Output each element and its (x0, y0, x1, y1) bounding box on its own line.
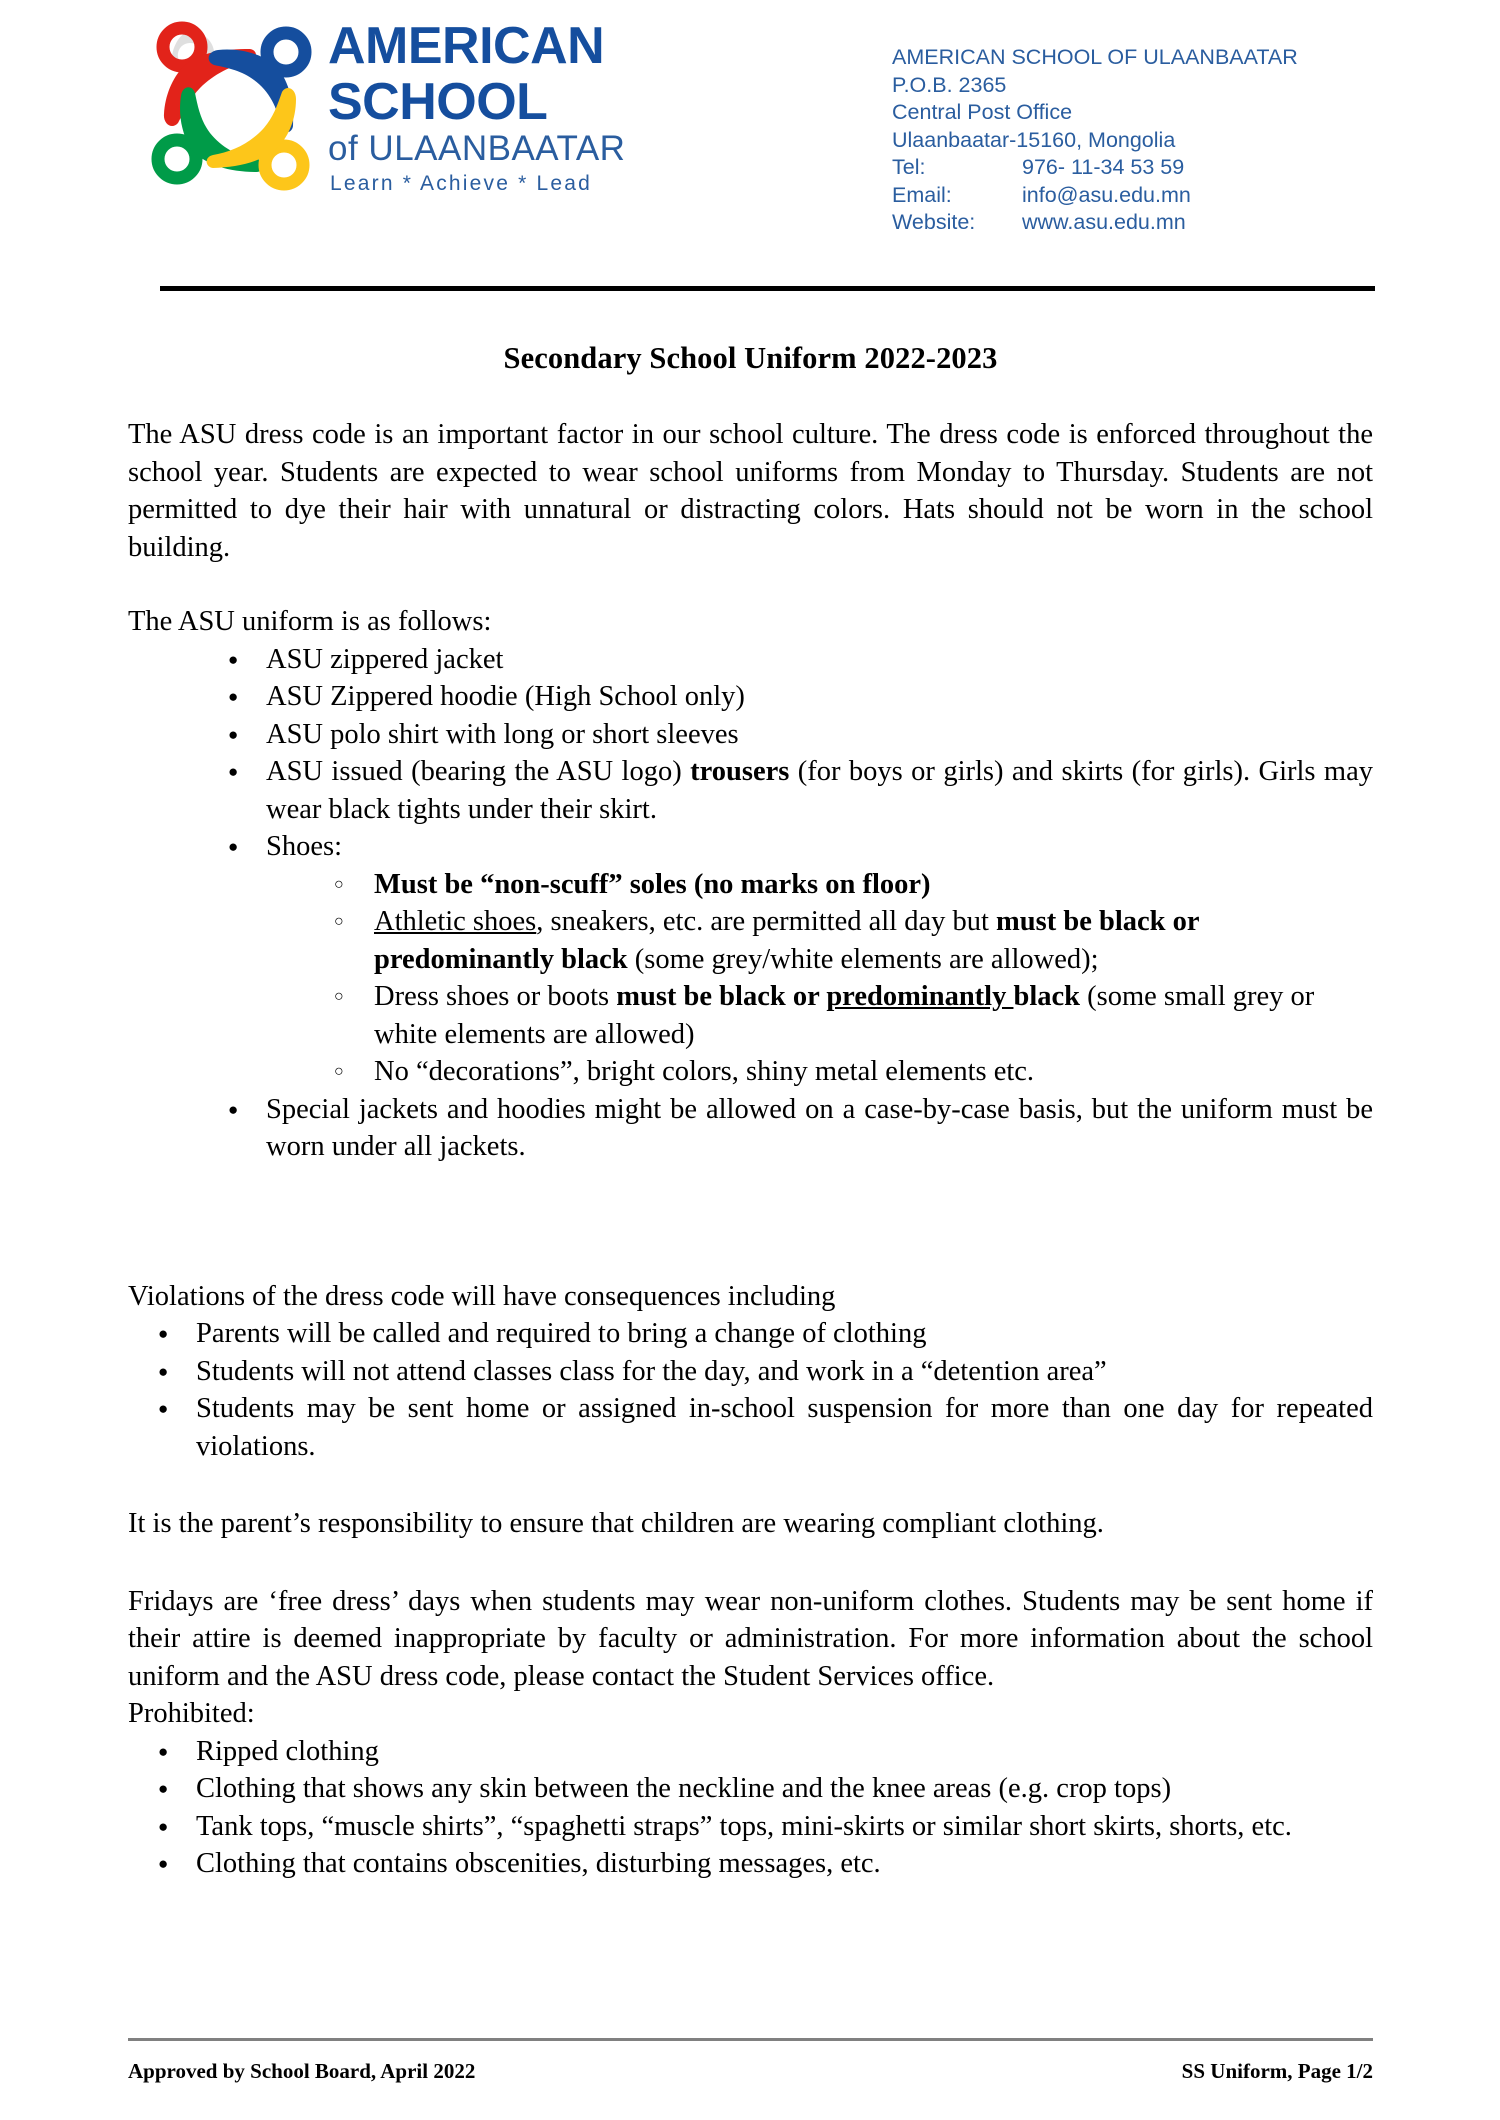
list-item (334, 866, 1373, 904)
contact-website-value[interactable]: www.asu.edu.mn (1022, 210, 1186, 234)
logo-line-american: AMERICAN (328, 17, 605, 75)
contact-website-label: Website: (892, 210, 976, 234)
uniform-heading: The ASU uniform is as follows: (128, 606, 492, 637)
contact-tel-value: 976- 11-34 53 59 (1022, 155, 1185, 179)
list-item (158, 1390, 1373, 1465)
shoes-dress-bold-underline: predominantly (826, 981, 1014, 1012)
contact-info-block (892, 44, 1298, 237)
violation-sent-home: Students may be sent home or assigned in-school suspension for more than one day for repeated violations. (196, 1393, 1373, 1462)
shoes-athletic-pre: , sneakers, etc. are permitted all day but (536, 906, 997, 937)
uniform-item-trousers-bold: trousers (690, 756, 790, 787)
list-item (228, 678, 1373, 716)
friday-free-dress-paragraph: Fridays are ‘free dress’ days when students may wear non-uniform clothes. Students may be sent home if their attire is deemed inappropriate by faculty or administration. For more information about the school uniform and the ASU dress code, please contact the Student Services office. (128, 1585, 1373, 1692)
spacer (128, 1166, 1373, 1278)
list-item (334, 978, 1373, 1053)
parent-responsibility-paragraph: It is the parent’s responsibility to ensure that children are wearing compliant clothing. (128, 1508, 1104, 1539)
prohibited-tank-tops: Tank tops, “muscle shirts”, “spaghetti straps” tops, mini-skirts or similar short skirts, shorts, etc. (196, 1810, 1292, 1842)
uniform-item-hoodie: ASU Zippered hoodie (High School only) (266, 681, 745, 712)
list-item (158, 1733, 1373, 1771)
uniform-list (128, 641, 1373, 1166)
shoes-dress-pre: Dress shoes or boots (374, 981, 617, 1012)
contact-tel-row (892, 154, 1298, 182)
logo-wordmark (328, 17, 698, 196)
document-footer (128, 2058, 1373, 2084)
contact-post-office: Central Post Office (892, 100, 1073, 124)
contact-tel-label: Tel: (892, 155, 926, 179)
prohibited-skin-showing: Clothing that shows any skin between the neckline and the knee areas (e.g. crop tops) (196, 1773, 1172, 1804)
contact-pob: P.O.B. 2365 (892, 72, 1007, 97)
list-item (158, 1845, 1373, 1883)
violations-heading: Violations of the dress code will have consequences including (128, 1280, 836, 1312)
uniform-item-jacket: ASU zippered jacket (266, 643, 504, 675)
shoes-athletic-underlined: Athletic shoes (374, 906, 537, 937)
footer-divider (128, 2038, 1373, 2041)
list-item (334, 1053, 1373, 1091)
list-item (228, 716, 1373, 754)
prohibited-obscenities: Clothing that contains obscenities, disturbing messages, etc. (196, 1848, 881, 1879)
contact-email-label: Email: (892, 182, 952, 207)
shoes-dress-bold2: black (1013, 981, 1080, 1012)
header-divider (160, 286, 1375, 291)
shoes-non-scuff: Must be “non-scuff” soles (no marks on floor) (374, 868, 931, 900)
school-logo-block (138, 14, 698, 209)
shoes-dress-post: (some small grey or white elements are allowed) (374, 981, 1315, 1050)
list-item (228, 1091, 1373, 1166)
list-item (334, 903, 1373, 978)
list-item (158, 1808, 1373, 1846)
document-body (128, 340, 1373, 1883)
shoes-athletic-bold: must be black or predominantly black (374, 906, 1199, 975)
prohibited-heading: Prohibited: (128, 1698, 255, 1729)
logo-line-of-ulaanbaatar: of ULAANBAATAR (328, 129, 626, 168)
spacer (128, 566, 1373, 603)
asu-logo-icon (138, 18, 323, 198)
list-item (228, 641, 1373, 679)
contact-email-value[interactable]: info@asu.edu.mn (1022, 182, 1191, 207)
contact-city: Ulaanbaatar-15160, Mongolia (892, 127, 1176, 152)
list-item (158, 1353, 1373, 1391)
list-item (228, 828, 1373, 1091)
list-item (228, 753, 1373, 828)
shoes-athletic-post: (some grey/white elements are allowed); (627, 943, 1099, 975)
contact-school-name: AMERICAN SCHOOL OF ULAANBAATAR (892, 45, 1298, 69)
uniform-item-polo: ASU polo shirt with long or short sleeves (266, 718, 739, 750)
shoes-sublist (266, 866, 1373, 1091)
spacer (128, 1465, 1373, 1505)
shoes-no-decorations: No “decorations”, bright colors, shiny metal elements etc. (374, 1056, 1035, 1087)
intro-paragraph: The ASU dress code is an important factor in our school culture. The dress code is enforced throughout the school year. Students are expected to wear school uniforms from Monday to Thursday. Students are not permitted to dye their hair with unnatural or distracting colors. Hats should not be worn in the school building. (128, 419, 1373, 563)
uniform-item-trousers-pre: ASU issued (bearing the ASU logo) (266, 756, 691, 787)
footer-page-label: SS Uniform, Page 1/2 (1181, 2059, 1373, 2083)
contact-website-row (892, 209, 1298, 237)
uniform-item-trousers-post: (for boys or girls) and skirts (for girls). Girls may wear black tights under their skirt. (266, 756, 1373, 825)
logo-tagline: Learn * Achieve * Lead (330, 172, 593, 195)
list-item (158, 1315, 1373, 1353)
page-title: Secondary School Uniform 2022-2023 (503, 341, 998, 375)
logo-line-school: SCHOOL (328, 73, 548, 131)
prohibited-ripped-clothing: Ripped clothing (196, 1735, 379, 1767)
shoes-dress-bold1: must be black or (616, 981, 827, 1012)
spacer (128, 1543, 1373, 1583)
violations-list (128, 1315, 1373, 1465)
uniform-item-shoes-label: Shoes: (266, 831, 343, 862)
list-item (158, 1770, 1373, 1808)
document-header (0, 14, 1500, 244)
contact-email-row (892, 182, 1298, 210)
violation-parents-called: Parents will be called and required to bring a change of clothing (196, 1318, 927, 1349)
violation-detention-area: Students will not attend classes class for the day, and work in a “detention area” (196, 1355, 1107, 1387)
footer-approval-text: Approved by School Board, April 2022 (128, 2059, 476, 2083)
uniform-item-special-jackets: Special jackets and hoodies might be allowed on a case-by-case basis, but the uniform must be worn under all jackets. (266, 1093, 1373, 1162)
prohibited-list (128, 1733, 1373, 1883)
